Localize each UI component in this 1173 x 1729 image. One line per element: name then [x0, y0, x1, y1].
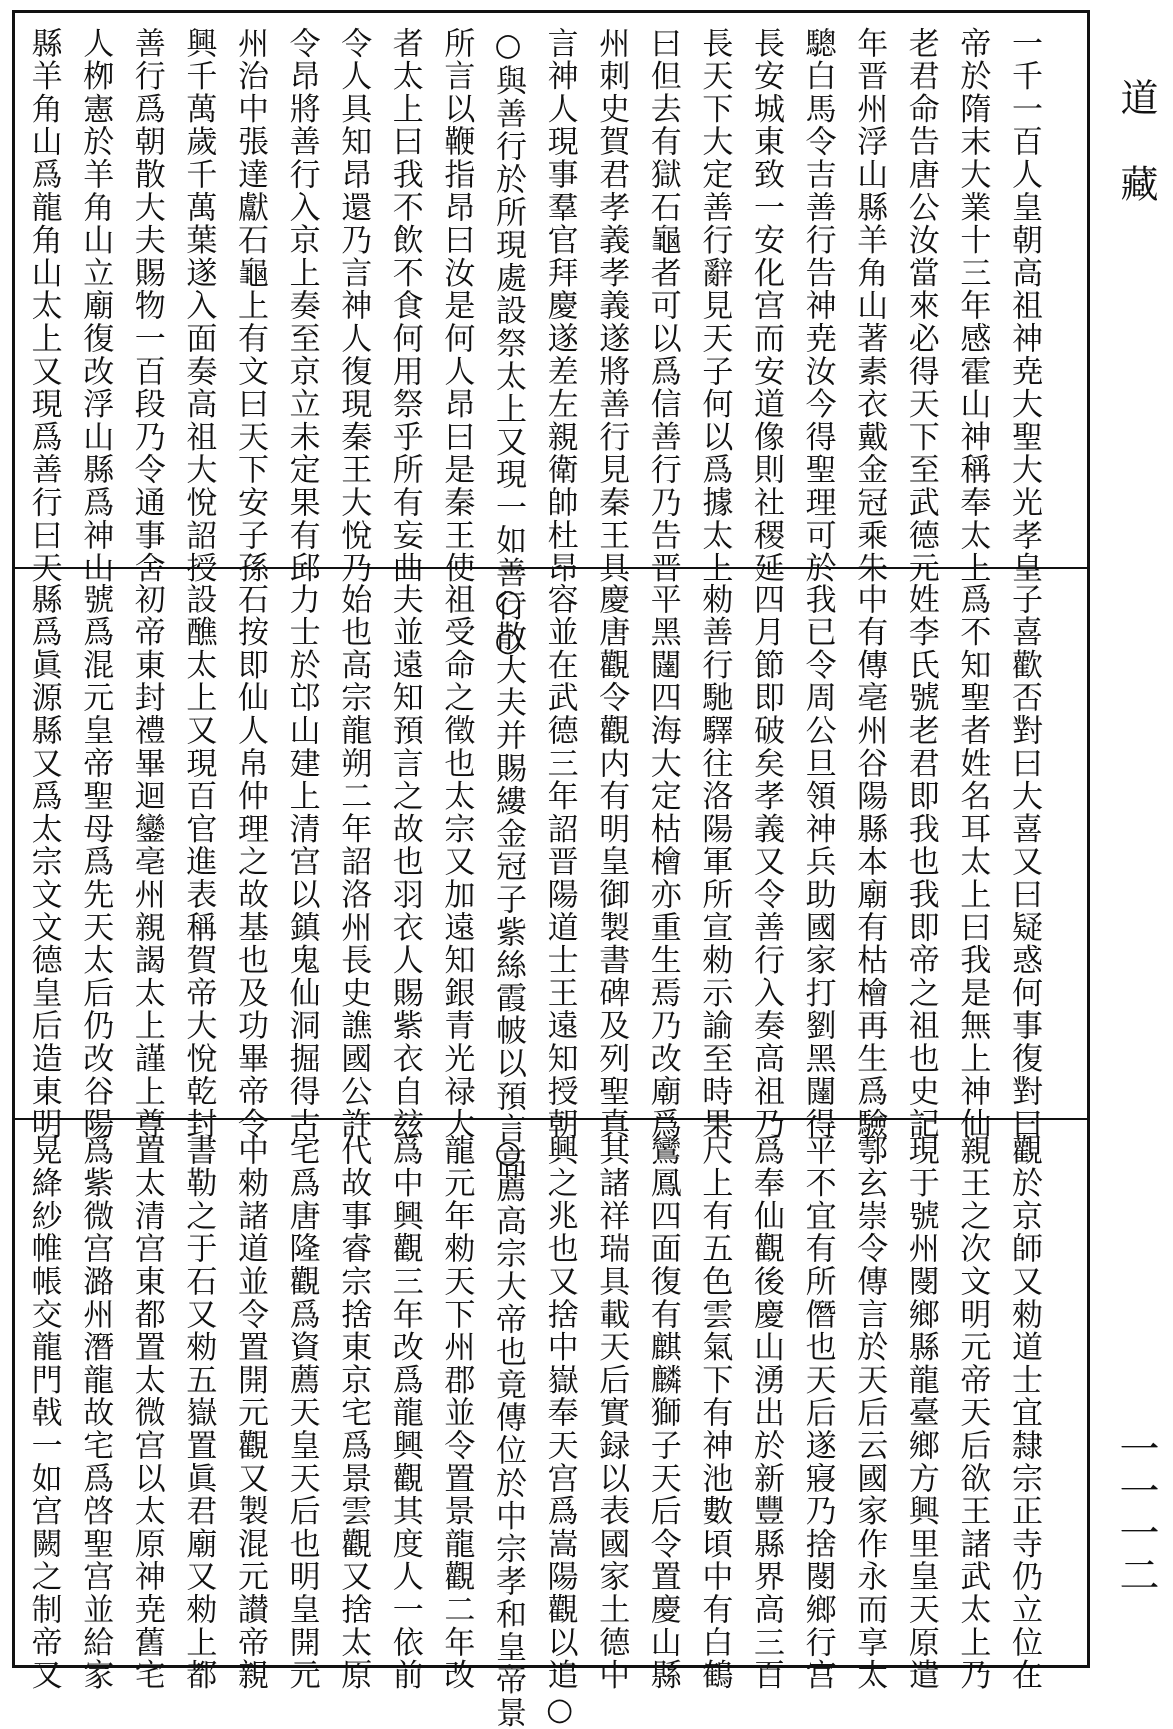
text-register-2: [15, 567, 1087, 1179]
text-column: 石按即仙人帛仲理之故基也及功畢帝令: [232, 583, 268, 1141]
text-column: 尺上有五色雲氣下有神池數頃中有白鶴: [696, 1134, 733, 1692]
text-column: 四月節即破矣孝義又令善行入奏高祖乃: [748, 583, 784, 1141]
text-column: 人栁憲於羊角山立廟復改浮山縣爲神山: [77, 27, 114, 585]
page-frame: [12, 10, 1090, 1729]
text-column: 夫並遠知預言之故也羽衣人賜紫衣自玆: [386, 583, 423, 1141]
text-column: 觀於京師又勑道士宜隸宗正寺仍立位在: [1006, 1134, 1042, 1692]
text-column: 容並在武德三年詔晋陽道士王遠知授朝: [541, 583, 578, 1141]
text-column: 子喜歡否對曰大喜又曰疑惑何事復對曰: [1006, 583, 1042, 1141]
page-number: 一一一二: [1113, 1428, 1159, 1596]
text-column: 者太上曰我不飲不食何用祭乎所有妄曲: [386, 27, 423, 585]
text-column: 善行爲朝散大夫賜物一百段乃令通事舍: [128, 27, 165, 585]
text-column: 姓李氏號老君即我也我即帝之祖也史記: [902, 583, 939, 1141]
text-column: 初帝東封禮畢迴鑾亳州親謁太上謹上尊: [128, 583, 165, 1141]
text-column: 代故事睿宗捨東京宅爲景雲觀又捨太原: [335, 1134, 372, 1692]
text-column: 現于號州閿鄉縣龍臺鄉方興里皇天原遣: [902, 1134, 939, 1692]
text-column: 祖受命之徵也太宗又加遠知銀青光禄大: [438, 583, 475, 1141]
text-column: 宅爲唐隆觀爲資薦天皇天后也明皇開元: [283, 1134, 320, 1692]
text-column: 親王之次文明元帝天后欲王諸武太上乃: [954, 1134, 991, 1692]
text-register-3: [15, 1118, 1087, 1729]
text-column: 令人具知昂還乃言神人復現秦王大悅乃: [335, 27, 372, 585]
text-column: 爲紫微宫潞州潛龍故宅爲啓聖宫並給家: [77, 1134, 114, 1692]
text-column: 晃絳紗帷帳交龍門戟一如宫闕之制帝又: [25, 1134, 62, 1692]
text-column: 始也高宗龍朔二年詔洛州長史譙國公許: [335, 583, 372, 1141]
text-column: 興千萬歲千萬葉遂入面奏高祖大悅詔授: [180, 27, 217, 585]
text-column: 其諸祥瑞具載天后實録以表國家土德中: [593, 1134, 630, 1692]
text-column: 設醮太上又現百官進表稱賀帝大悅乾封: [180, 583, 217, 1141]
text-column: 爲奉仙觀後慶山湧出於新豐縣界高三百: [748, 1134, 784, 1692]
text-column: 勑善行馳驛往洛陽軍所宣勑示諭至時果: [696, 583, 733, 1141]
text-column: 爲不知聖者姓名耳太上曰我是無上神仙: [954, 583, 991, 1141]
text-column: 帝於隋末大業十三年感霍山神稱奉太上: [954, 27, 991, 585]
text-column: 平黑闥四海大定枯檜亦重生焉乃改廟爲: [644, 583, 681, 1141]
text-column: 老君命告唐公汝當來必得天下至武德元: [902, 27, 939, 585]
text-column: 我已令周公旦領神兵助國家打劉黑闥得: [799, 583, 836, 1141]
text-column: 州刺史賀君孝義孝義遂將善行見秦王具: [593, 27, 630, 585]
text-column: 中有傳亳州谷陽縣本廟有枯檜再生爲驗: [851, 583, 888, 1141]
text-column: 所言以鞭指昂曰汝是何人昂曰是秦王使: [438, 27, 475, 585]
text-column: 縣羊角山爲龍角山太上又現爲善行曰天: [25, 27, 62, 585]
text-column: 書勒之于石又勑五嶽置眞君廟又勑上都: [180, 1134, 217, 1692]
text-column: 驄白馬令吉善行告神尭汝今得聖理可於: [799, 27, 836, 585]
text-column: 年晋州浮山縣羊角山著素衣戴金冠乘朱: [851, 27, 888, 585]
text-column: 興之兆也又捨中嶽奉天宫爲嵩陽觀以追○: [541, 1134, 578, 1729]
text-column: 力士於邙山建上清宫以鎮鬼仙洞掘得古: [283, 583, 320, 1141]
text-column: 爲中興觀三年改爲龍興觀其度人一依前: [386, 1134, 423, 1692]
text-column: 慶唐觀令觀内有明皇御製書碑及列聖真: [593, 583, 630, 1141]
side-title: 道藏: [1114, 78, 1158, 250]
text-column: 龍元年勑天下州郡並令置景龍觀二年改: [438, 1134, 475, 1692]
text-column: 中勑諸道並令置開元觀又製混元讃帝親: [232, 1134, 268, 1692]
text-column: 號爲混元皇帝聖母爲先天太后仍改谷陽: [77, 583, 114, 1141]
text-column: 曰但去有獄石龜者可以爲信善行乃告晋: [644, 27, 681, 585]
text-column: 平不宜有所僭也天后遂寢乃捨閿鄉行宫: [799, 1134, 836, 1692]
text-column: 鄠玄崇令傳言於天后云國家作永而享太: [851, 1134, 888, 1692]
text-column: 州治中張達獻石龜上有文曰天下安子孫: [232, 27, 268, 585]
text-column: 令昂將善行入京上奏至京立未定果有邱: [283, 27, 320, 585]
text-column: 縣爲眞源縣又爲太宗文文德皇后造東明: [25, 583, 62, 1141]
text-register-1: [15, 13, 1087, 661]
text-column: 一千一百人皇朝高祖神尭大聖大光孝皇: [1006, 27, 1042, 585]
text-column: ○薦高宗大帝也竟傳位於中宗孝和皇帝景: [490, 1134, 526, 1729]
text-column: ○與善行於所現處設祭太上又現一如善行○: [490, 27, 526, 661]
text-column: 置太清宫東都置太微宫以太原神尭舊宅: [128, 1134, 165, 1692]
text-column: 長安城東致一安化宫而安道像則社稷延: [748, 27, 784, 585]
text-column: ○散大夫并賜縷金冠子紫絲霞帔以預言高: [490, 583, 526, 1179]
text-column: 鸞鳳四面復有麒麟獅子天后令置慶山縣: [644, 1134, 681, 1692]
text-column: 長天下大定善行辭見天子何以爲據太上: [696, 27, 733, 585]
text-column: 言神人現事羣官拜慶遂差左親衛帥杜昂: [541, 27, 578, 585]
